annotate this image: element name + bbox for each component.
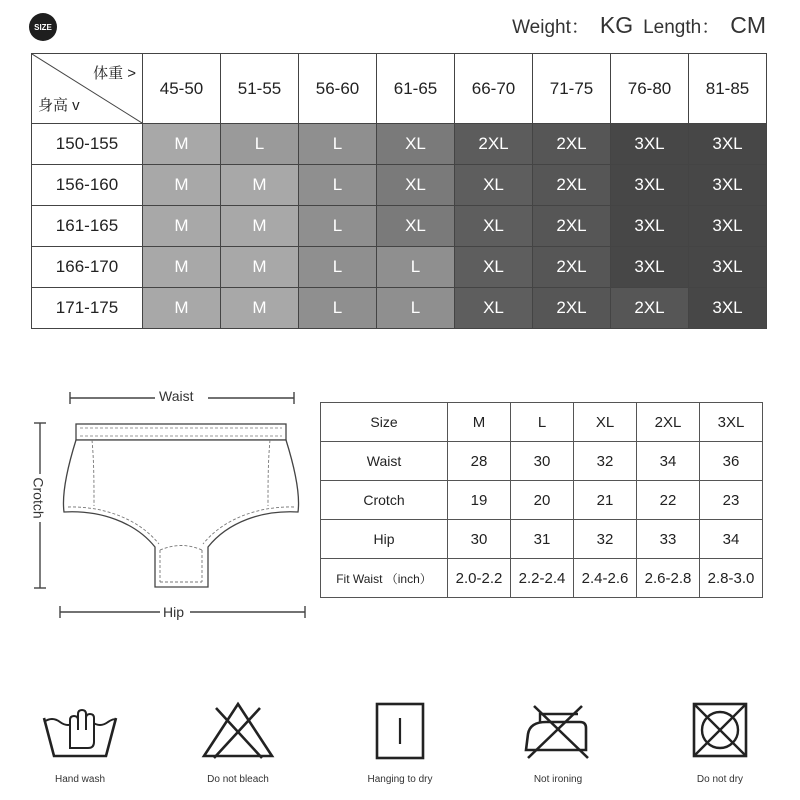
size-cell: M [221, 288, 299, 329]
hang-dry-icon [360, 700, 440, 760]
care-item [188, 700, 288, 785]
hand-wash-icon [40, 700, 120, 760]
size-cell: L [299, 124, 377, 165]
measurement-row [321, 481, 763, 520]
height-range: 150-155 [32, 124, 143, 165]
size-column-header: M [448, 403, 511, 442]
weight-range: 51-55 [221, 54, 299, 124]
size-cell: M [221, 165, 299, 206]
corner-height-label: 身高 v [38, 97, 80, 114]
corner-cell [32, 54, 143, 124]
size-column-header: XL [574, 403, 637, 442]
size-cell: L [299, 288, 377, 329]
weight-range: 71-75 [533, 54, 611, 124]
size-chart [31, 53, 767, 329]
hip-label: Hip [163, 604, 185, 620]
size-cell: L [377, 288, 455, 329]
measurement-row [321, 520, 763, 559]
measurement-label: Fit Waist （inch） [321, 559, 448, 598]
measurement-value: 32 [574, 520, 637, 559]
size-cell: M [143, 247, 221, 288]
measurement-value: 34 [637, 442, 700, 481]
size-chart-row [32, 124, 767, 165]
measurement-header-row [321, 403, 763, 442]
size-cell: 3XL [611, 247, 689, 288]
weight-range: 45-50 [143, 54, 221, 124]
care-label: Hand wash [54, 774, 106, 785]
measurement-value: 2.4-2.6 [574, 559, 637, 598]
measurement-row [321, 442, 763, 481]
height-range: 171-175 [32, 288, 143, 329]
garment-diagram [30, 382, 320, 627]
size-badge: SIZE [29, 13, 57, 41]
size-cell: XL [377, 165, 455, 206]
size-cell: M [143, 288, 221, 329]
size-cell: M [221, 247, 299, 288]
measurement-label: Waist [321, 442, 448, 481]
size-column-header: 2XL [637, 403, 700, 442]
size-cell: 2XL [455, 124, 533, 165]
size-cell: M [221, 206, 299, 247]
measurement-value: 33 [637, 520, 700, 559]
care-label: Not ironing [533, 774, 583, 785]
size-column-header: L [511, 403, 574, 442]
size-cell: 3XL [689, 288, 767, 329]
care-instructions [30, 700, 770, 800]
measurement-value: 21 [574, 481, 637, 520]
size-cell: M [143, 165, 221, 206]
size-cell: 3XL [689, 165, 767, 206]
care-label: Hanging to dry [367, 774, 433, 785]
size-cell: XL [377, 124, 455, 165]
length-label: Length： [643, 17, 721, 38]
measurement-value: 30 [448, 520, 511, 559]
measurement-value: 31 [511, 520, 574, 559]
no-bleach-icon [198, 700, 278, 760]
waist-label: Waist [159, 388, 194, 404]
size-chart-row [32, 206, 767, 247]
care-item [508, 700, 608, 785]
size-chart-header [32, 54, 767, 124]
no-dry-icon [680, 700, 760, 760]
size-column-header: 3XL [700, 403, 763, 442]
size-cell: XL [455, 247, 533, 288]
corner-weight-label: 体重 > [93, 65, 136, 82]
measurement-label: Crotch [321, 481, 448, 520]
underwear-outline [30, 382, 320, 627]
size-cell: 2XL [533, 247, 611, 288]
measurement-table-body [321, 403, 763, 598]
size-cell: XL [455, 206, 533, 247]
measurement-value: 2.8-3.0 [700, 559, 763, 598]
size-cell: 3XL [611, 206, 689, 247]
size-cell: L [299, 206, 377, 247]
height-range: 156-160 [32, 165, 143, 206]
weight-range: 66-70 [455, 54, 533, 124]
size-cell: 2XL [533, 124, 611, 165]
care-item [350, 700, 450, 785]
length-unit: CM [730, 12, 766, 38]
size-cell: L [377, 247, 455, 288]
measurement-value: 2.0-2.2 [448, 559, 511, 598]
measurement-value: 30 [511, 442, 574, 481]
weight-label: Weight： [512, 17, 590, 38]
care-label: Do not bleach [207, 774, 269, 785]
size-cell: 3XL [611, 124, 689, 165]
size-cell: 2XL [533, 206, 611, 247]
measurement-value: 2.6-2.8 [637, 559, 700, 598]
measurement-value: 23 [700, 481, 763, 520]
size-chart-body [32, 124, 767, 329]
measurement-value: 36 [700, 442, 763, 481]
size-cell: 2XL [533, 288, 611, 329]
size-cell: 3XL [611, 165, 689, 206]
care-item [30, 700, 130, 785]
weight-range: 56-60 [299, 54, 377, 124]
size-chart-row [32, 288, 767, 329]
weight-range: 76-80 [611, 54, 689, 124]
care-label: Do not dry [696, 774, 744, 785]
size-chart-row [32, 165, 767, 206]
height-range: 161-165 [32, 206, 143, 247]
care-item [670, 700, 770, 785]
size-header: Size [321, 403, 448, 442]
size-cell: 2XL [533, 165, 611, 206]
measurement-value: 34 [700, 520, 763, 559]
size-cell: L [221, 124, 299, 165]
units-legend [512, 12, 766, 39]
size-cell: XL [455, 288, 533, 329]
measurement-label: Hip [321, 520, 448, 559]
measurement-value: 20 [511, 481, 574, 520]
measurement-value: 28 [448, 442, 511, 481]
size-cell: XL [377, 206, 455, 247]
measurement-table [320, 402, 763, 598]
measurement-value: 32 [574, 442, 637, 481]
size-cell: 3XL [689, 206, 767, 247]
size-cell: L [299, 247, 377, 288]
size-cell: M [143, 124, 221, 165]
height-range: 166-170 [32, 247, 143, 288]
no-iron-icon [518, 700, 598, 760]
measurement-value: 2.2-2.4 [511, 559, 574, 598]
crotch-label: Crotch [30, 477, 47, 519]
size-cell: XL [455, 165, 533, 206]
weight-range: 81-85 [689, 54, 767, 124]
size-cell: 3XL [689, 124, 767, 165]
size-chart-row [32, 247, 767, 288]
measurement-value: 19 [448, 481, 511, 520]
size-cell: L [299, 165, 377, 206]
weight-range: 61-65 [377, 54, 455, 124]
size-cell: 2XL [611, 288, 689, 329]
size-cell: M [143, 206, 221, 247]
measurement-value: 22 [637, 481, 700, 520]
measurement-row [321, 559, 763, 598]
weight-unit: KG [599, 12, 634, 38]
size-cell: 3XL [689, 247, 767, 288]
